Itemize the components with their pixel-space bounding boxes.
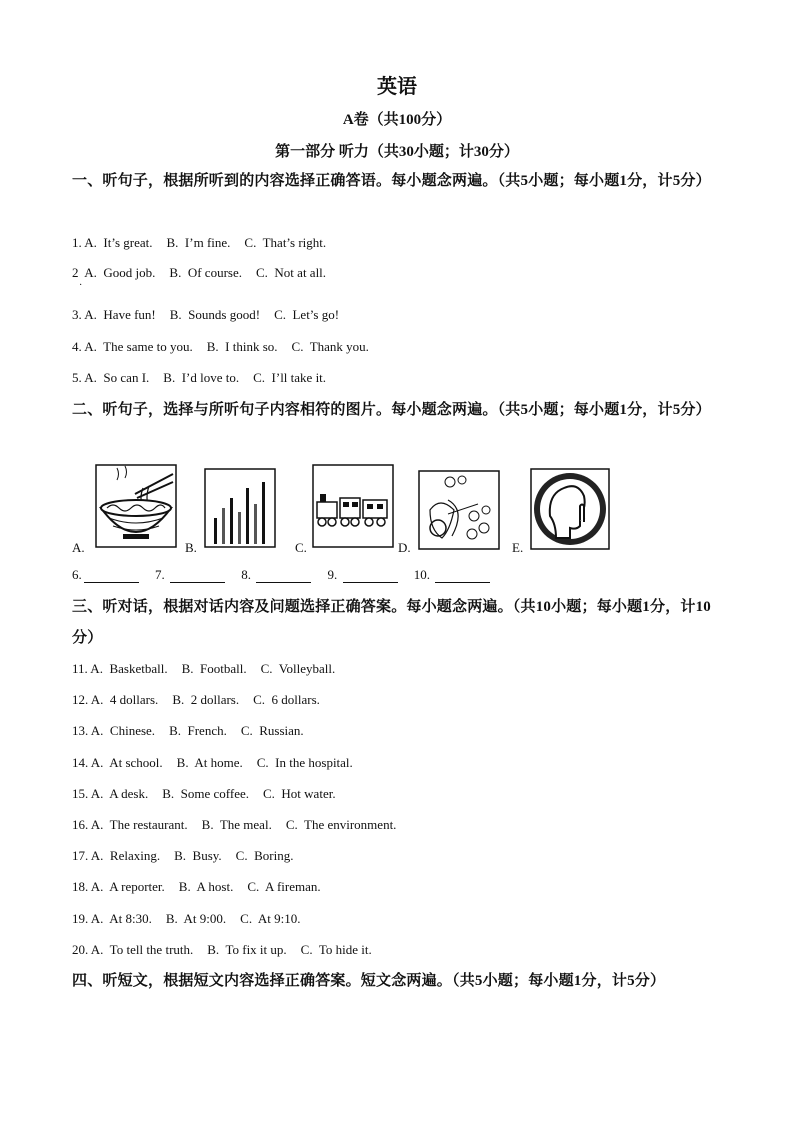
answer-blank-7[interactable] [170, 570, 225, 583]
question-16: 16. A. The restaurant. B. The meal. C. The environment. [72, 817, 397, 832]
picture-label-d: D. [398, 540, 411, 555]
question-12: 12. A. 4 dollars. B. 2 dollars. C. 6 dollars. [72, 692, 320, 707]
question-1: 1. A. It’s great. B. I’m fine. C. That’s right. [72, 235, 327, 250]
question-3: 3. A. Have fun! B. Sounds good! C. Let’s go! [72, 307, 340, 322]
question-15: 15. A. A desk. B. Some coffee. C. Hot water. [72, 786, 336, 801]
answer-blank-8[interactable] [256, 570, 311, 583]
section-4-heading: 四、听短文，根据短文内容选择正确答案。短文念两遍。（共5小题；每小题1分，计5分） [72, 973, 666, 989]
question-13: 13. A. Chinese. B. French. C. Russian. [72, 723, 304, 738]
answer-blank-9[interactable] [343, 570, 398, 583]
picture-label-e: E. [512, 540, 524, 555]
section-2-heading: 二、听句子，选择与所听句子内容相符的图片。每小题念两遍。（共5小题；每小题1分，计5分） [72, 402, 711, 418]
answer-blank-6[interactable] [84, 570, 139, 583]
question-4: 4. A. The same to you. B. I think so. C. Thank you. [72, 339, 369, 354]
picture-label-b: B. [185, 540, 197, 555]
question-2: 2 A. Good job. B. Of course. C. Not at all. [72, 265, 327, 280]
silence-gesture-icon [530, 468, 610, 550]
question-20: 20. A. To tell the truth. B. To fix it up. C. To hide it. [72, 942, 372, 957]
section-1-heading: 一、听句子，根据所听到的内容选择正确答语。每小题念两遍。（共5小题；每小题1分，计5分） [72, 173, 711, 189]
page-title: 英语 [377, 76, 417, 98]
answer-blank-10[interactable] [435, 570, 490, 583]
stray-mark: · [79, 280, 83, 291]
question-5: 5. A. So can I. B. I’d love to. C. I’ll take it. [72, 370, 327, 385]
part-heading: 第一部分 听力（共30小题；计30分） [275, 144, 519, 160]
picture-answer-blanks: 6. 7. 8. 9. 10. [72, 567, 490, 583]
picture-label-c: C. [295, 540, 307, 555]
section-3-heading: 三、听对话，根据对话内容及问题选择正确答案。每小题念两遍。（共10小题；每小题1分，计10分） [72, 599, 712, 646]
picture-label-a: A. [72, 540, 85, 555]
picture-options [72, 464, 732, 556]
paper-subtitle: A卷（共100分） [342, 112, 452, 128]
question-18: 18. A. A reporter. B. A host. C. A fireman. [72, 879, 321, 894]
noodle-bowl-icon [95, 464, 177, 548]
bar-chart-icon [204, 468, 276, 548]
archery-icon [418, 470, 500, 550]
question-14: 14. A. At school. B. At home. C. In the hospital. [72, 755, 353, 770]
question-19: 19. A. At 8:30. B. At 9:00. C. At 9:10. [72, 911, 301, 926]
toy-train-icon [312, 464, 394, 548]
question-17: 17. A. Relaxing. B. Busy. C. Boring. [72, 848, 294, 863]
question-11: 11. A. Basketball. B. Football. C. Volleyball. [72, 661, 336, 676]
